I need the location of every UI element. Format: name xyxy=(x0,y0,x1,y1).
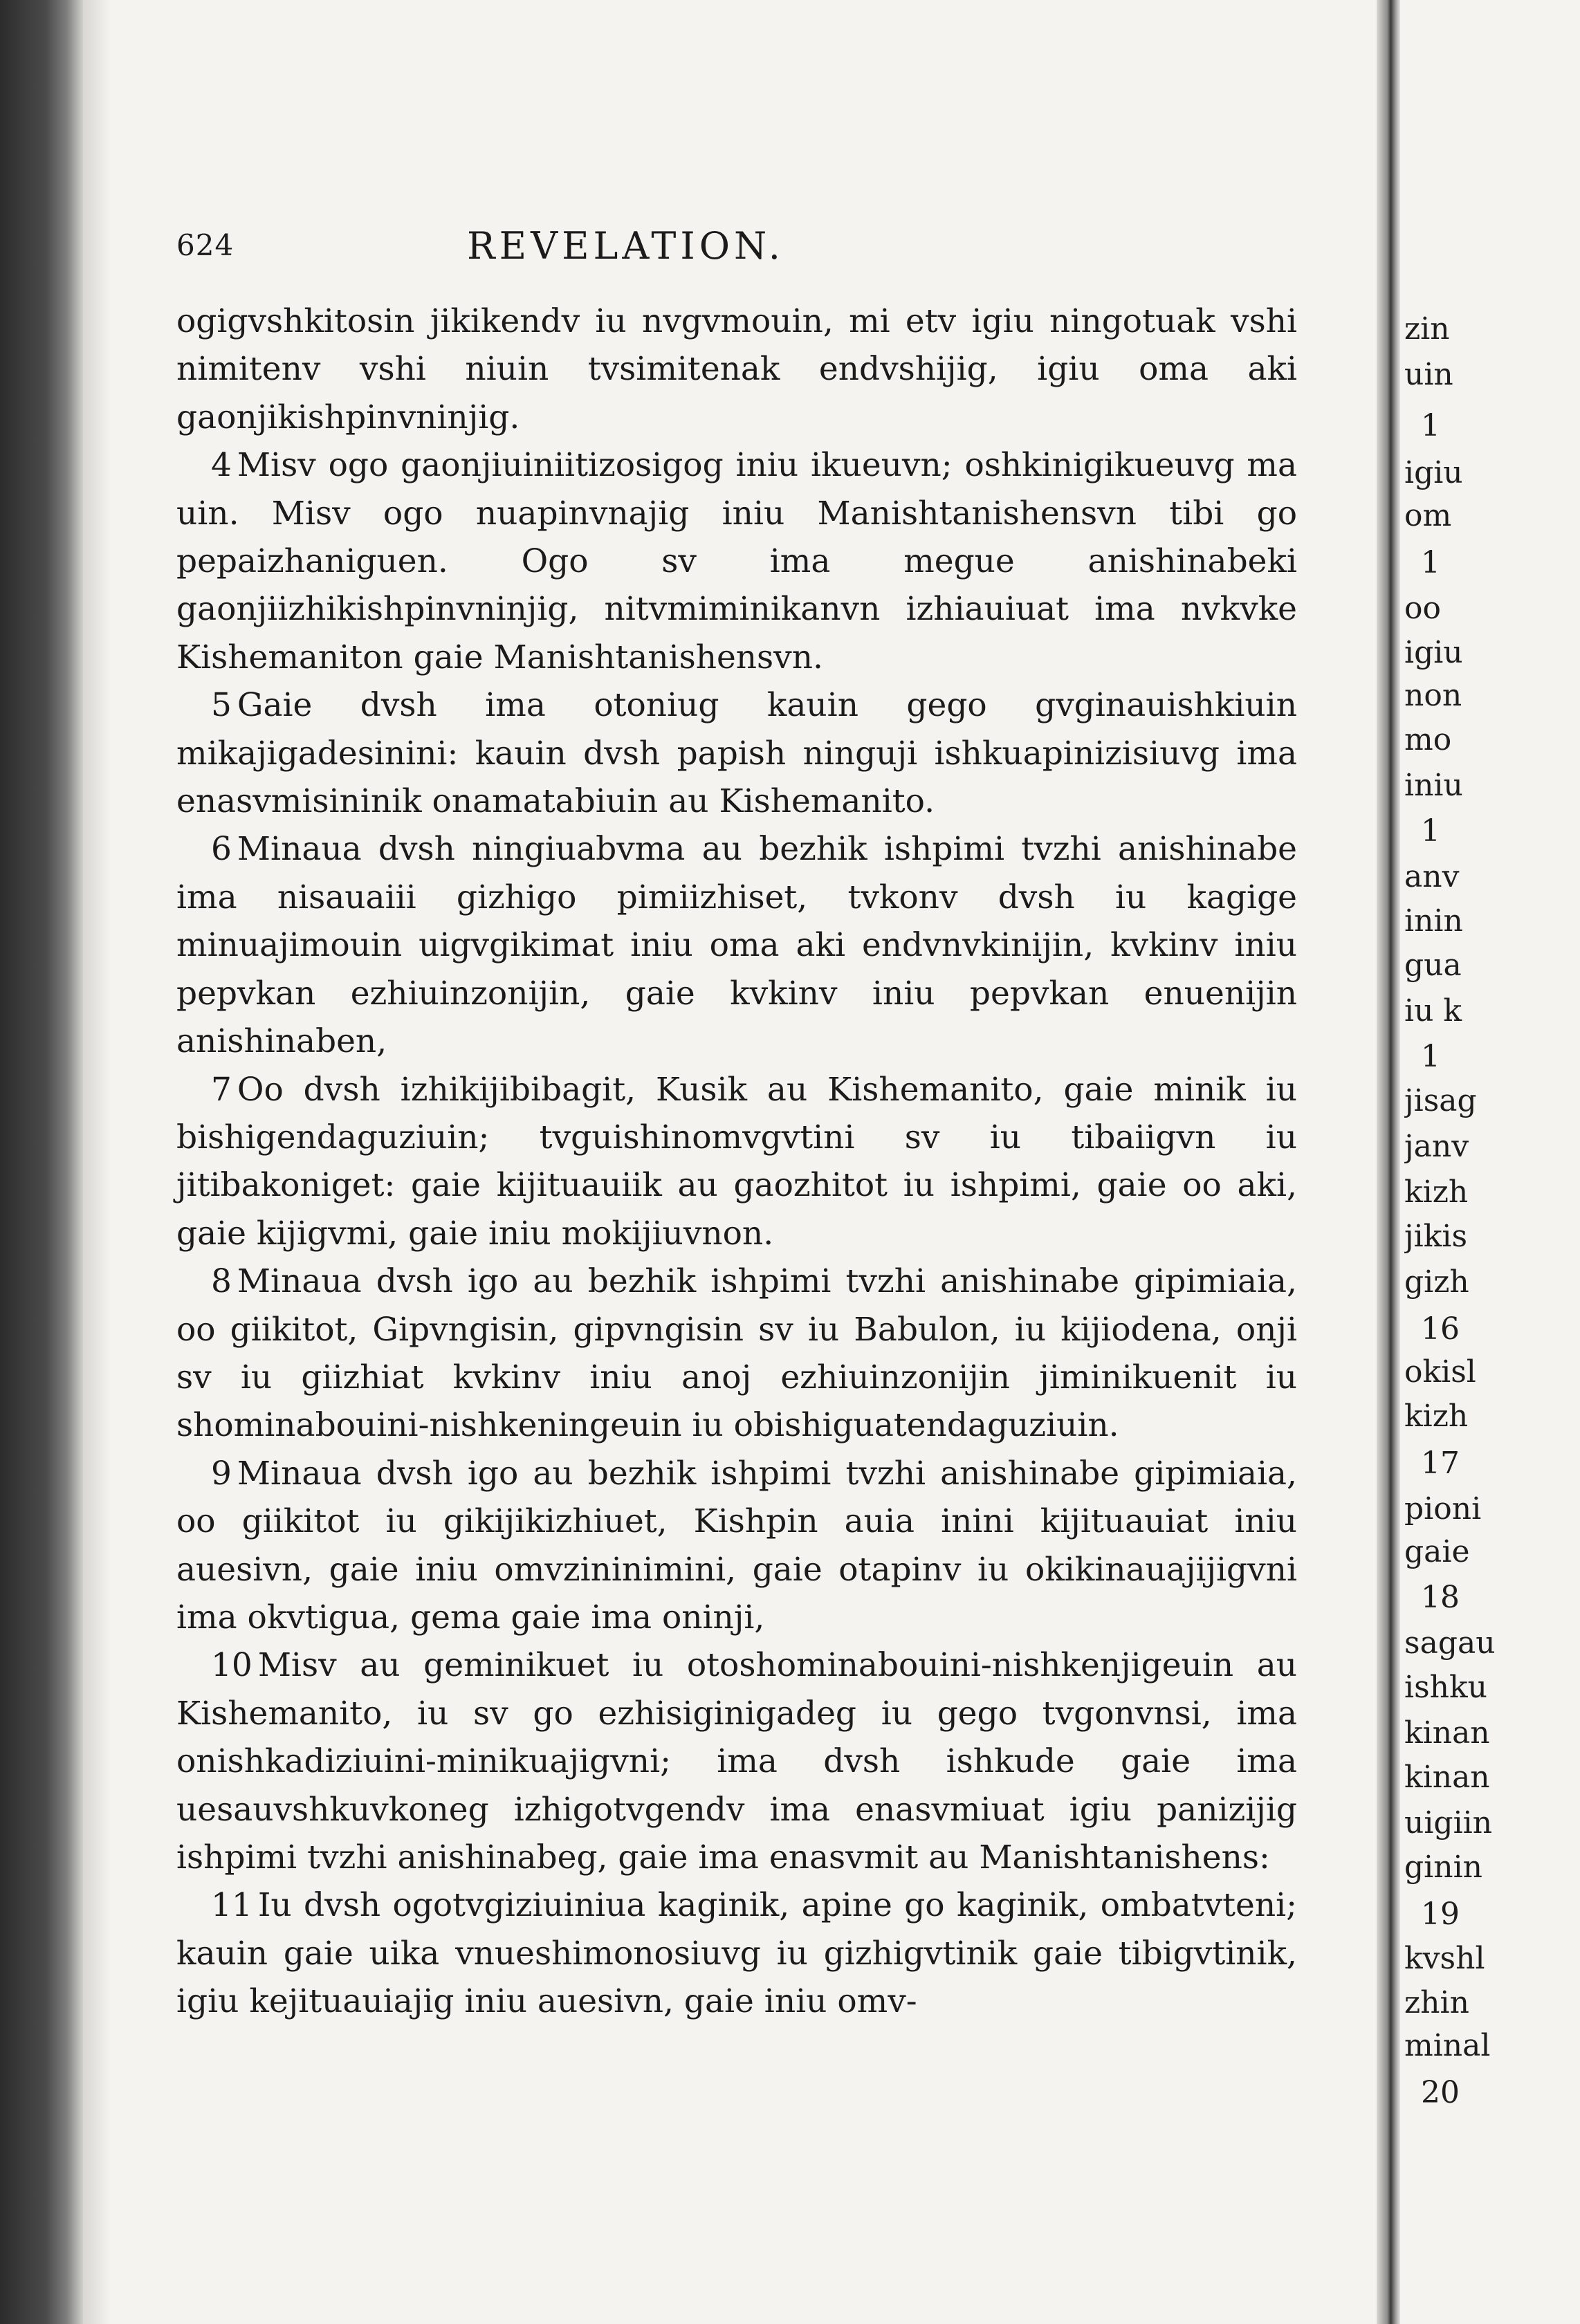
facing-page-fragment: 19 xyxy=(1421,1897,1460,1932)
verse-text: Misv au geminikuet iu otoshominabouini-nishkenjigeuin au Kishemanito, iu sv go ezhisiginigadeg iu gego tvgonvnsi, ima onishkadiziuini-minikuajigvni; ima dvsh ishkude gaie ima uesauvshkuvkoneg izhigotvgendv ima enasvmiuat igiu panizijig ishpimi tvzhi anishinabeg, gaie ima enasvmit au Manishtanishens: xyxy=(176,1646,1297,1876)
facing-page-fragment: iniu xyxy=(1404,768,1463,803)
verse-10 xyxy=(176,1641,1297,1881)
scan-edge-shadow xyxy=(83,0,111,2324)
verse-6 xyxy=(176,825,1297,1065)
facing-page-fragment: kvshl xyxy=(1404,1941,1485,1976)
body-text xyxy=(176,297,1297,2026)
continuation-paragraph: ogigvshkitosin jikikendv iu nvgvmouin, mi etv igiu ningotuak vshi nimitenv vshi niuin tvsimitenak endvshijig, igiu oma aki gaonjikishpinvninjig. xyxy=(176,302,1297,436)
facing-page-fragment: igiu xyxy=(1404,455,1463,490)
facing-page-fragment: oo xyxy=(1404,591,1441,626)
verse-text: Gaie dvsh ima otoniug kauin gego gvginauishkiuin mikajigadesinini: kauin dvsh papish ninguji ishkuapinizisiuvg ima enasvmisininik onamatabiuin au Kishemanito. xyxy=(176,686,1297,821)
page-number: 624 xyxy=(176,228,235,262)
verse-8 xyxy=(176,1257,1297,1450)
verse-number: 10 xyxy=(211,1646,252,1685)
verse-4 xyxy=(176,441,1297,681)
facing-page-fragment: om xyxy=(1404,498,1452,533)
facing-page-fragment: ginin xyxy=(1404,1850,1482,1885)
verse-text: Minaua dvsh igo au bezhik ishpimi tvzhi anishinabe gipimiaia, oo giikitot iu gikijikizhiuet, Kishpin auia inini kijituauiat iniu auesivn, gaie iniu omvzininimini, gaie otapinv iu okikinauajijigvni ima okvtigua, gema gaie ima oninji, xyxy=(176,1454,1297,1636)
verse-number: 11 xyxy=(211,1886,252,1925)
running-head: REVELATION. xyxy=(467,224,784,268)
facing-page-fragment: kinan xyxy=(1404,1715,1490,1751)
verse-text: Iu dvsh ogotvgiziuiniua kaginik, apine go kaginik, ombatvteni; kauin gaie uika vnueshimonosiuvg iu gizhigvtinik gaie tibigvtinik, igiu kejituauiajig iniu auesivn, gaie iniu omv- xyxy=(176,1886,1297,2021)
verse-number: 8 xyxy=(211,1262,232,1301)
facing-page-fragment: 1 xyxy=(1421,408,1440,443)
facing-page-fragment: sagau xyxy=(1404,1625,1496,1661)
verse-text: Oo dvsh izhikijibibagit, Kusik au Kishemanito, gaie minik iu bishigendaguziuin; tvguishinomvgvtini sv iu tibaiigvn iu jitibakoniget: gaie kijituauiik au gaozhitot iu ishpimi, gaie oo aki, gaie kijigvmi, gaie iniu mokijiuvnon. xyxy=(176,1070,1297,1253)
facing-page-fragment: jisag xyxy=(1404,1083,1477,1118)
facing-page-fragment: mo xyxy=(1404,722,1452,757)
facing-page-fragment: 1 xyxy=(1421,813,1440,849)
facing-page-fragment: okisl xyxy=(1404,1354,1476,1390)
facing-page-fragment: uin xyxy=(1404,357,1453,392)
facing-page-fragment: 17 xyxy=(1421,1446,1460,1481)
facing-page-fragments xyxy=(1404,311,1580,2248)
verse-11 xyxy=(176,1881,1297,2025)
facing-page-fragment: kinan xyxy=(1404,1760,1490,1795)
verse-number: 7 xyxy=(211,1070,232,1109)
facing-page-fragment: janv xyxy=(1404,1129,1469,1164)
facing-page-fragment: zhin xyxy=(1404,1985,1469,2020)
verse-number: 5 xyxy=(211,686,232,725)
facing-page-fragment: gaie xyxy=(1404,1534,1470,1569)
facing-page-fragment: kizh xyxy=(1404,1174,1469,1210)
facing-page-fragment: 18 xyxy=(1421,1580,1460,1615)
facing-page-fragment: gizh xyxy=(1404,1264,1469,1300)
facing-page-fragment: ishku xyxy=(1404,1670,1487,1705)
facing-page-fragment: 1 xyxy=(1421,545,1440,580)
facing-page-fragment: jikis xyxy=(1404,1219,1468,1254)
verse-text: Minaua dvsh ningiuabvma au bezhik ishpimi tvzhi anishinabe ima nisauaiii gizhigo pimiizhiset, tvkonv dvsh iu kagige minuajimouin uigvgikimat iniu oma aki endvnvkinijin, kvkinv iniu pepvkan ezhiuinzonijin, gaie kvkinv iniu pepvkan enuenijin anishinaben, xyxy=(176,830,1297,1061)
verse-number: 9 xyxy=(211,1454,232,1493)
facing-page-fragment: 1 xyxy=(1421,1039,1440,1074)
verse-text: Misv ogo gaonjiuiniitizosigog iniu ikueuvn; oshkinigikueuvg ma uin. Misv ogo nuapinvnajig iniu Manishtanishensvn tibi go pepaizhaniguen. Ogo sv ima megue anishinabeki gaonjiizhikishpinvninjig, nitvmiminikanvn izhiauiuat ima nvkvke Kishemaniton gaie Manishtanishensvn. xyxy=(176,446,1297,676)
scan-edge-left xyxy=(0,0,83,2324)
facing-page-fragment: minal xyxy=(1404,2028,1491,2063)
facing-page-fragment: non xyxy=(1404,678,1462,713)
facing-page-fragment: iu k xyxy=(1404,993,1462,1029)
verse-7 xyxy=(176,1066,1297,1258)
facing-page-fragment: 20 xyxy=(1421,2075,1460,2110)
facing-page-fragment: uigiin xyxy=(1404,1805,1493,1841)
facing-page-fragment: anv xyxy=(1404,859,1460,894)
verse-number: 6 xyxy=(211,830,232,869)
verse-number: 4 xyxy=(211,446,232,485)
facing-page-fragment: pioni xyxy=(1404,1491,1482,1527)
verse-9 xyxy=(176,1450,1297,1642)
facing-page-fragment: zin xyxy=(1404,311,1450,347)
page-header xyxy=(176,224,1297,277)
facing-page-fragment: inin xyxy=(1404,903,1463,939)
book-gutter xyxy=(1377,0,1400,2324)
facing-page-fragment: gua xyxy=(1404,948,1462,983)
facing-page-fragment: igiu xyxy=(1404,635,1463,670)
verse-5 xyxy=(176,681,1297,825)
facing-page-fragment: kizh xyxy=(1404,1399,1469,1434)
verse-text: Minaua dvsh igo au bezhik ishpimi tvzhi anishinabe gipimiaia, oo giikitot, Gipvngisin, gipvngisin sv iu Babulon, iu kijiodena, onji sv iu giizhiat kvkinv iniu anoj ezhiuinzonijin jiminikuenit iu shominabouini-nishkeningeuin iu obishiguatendaguziuin. xyxy=(176,1262,1297,1445)
facing-page-fragment: 16 xyxy=(1421,1311,1460,1347)
